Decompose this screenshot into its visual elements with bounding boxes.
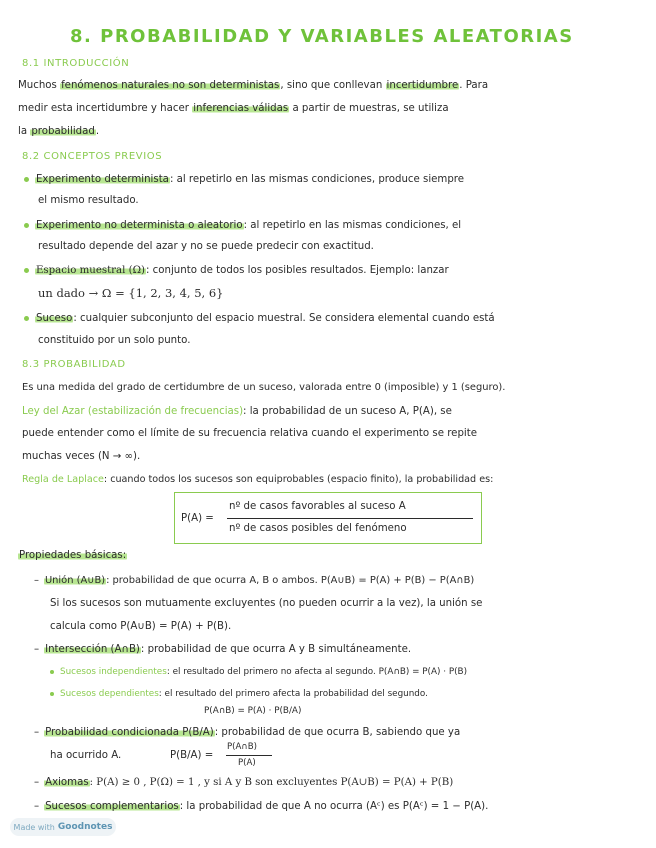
made-with-goodnotes-badge: Made with Goodnotes — [10, 818, 116, 836]
condicionada-fraction-line — [226, 755, 272, 756]
sucesos-dependientes-formula: P(A∩B) = P(A) · P(B/A) — [204, 706, 302, 716]
condicionada-formula-num: P(A∩B) — [227, 742, 257, 752]
regla-de-laplace: Regla de Laplace: cuando todos los sucesos son equiprobables (espacio finito), la probabilidad es: — [22, 474, 494, 485]
section-heading-conceptos: 8.2 CONCEPTOS PREVIOS — [22, 151, 163, 162]
intro-line-1: Muchos fenómenos naturales no son deterministas, sino que conllevan incertidumbre. Para — [18, 80, 489, 91]
bullet-dot-icon — [24, 177, 29, 182]
laplace-formula-box — [174, 492, 482, 544]
bullet-suceso: Suceso: cualquier subconjunto del espacio muestral. Se considera elemental cuando está — [24, 314, 495, 324]
prop-union-line3: calcula como P(A∪B) = P(A) + P(B). — [50, 621, 232, 632]
probabilidad-definicion: Es una medida del grado de certidumbre de un suceso, valorada entre 0 (imposible) y 1 (seguro). — [22, 382, 506, 393]
prop-interseccion: – Intersección (A∩B): probabilidad de que ocurra A y B simultáneamente. — [34, 644, 412, 655]
bullet-determinista: Experimento determinista: al repetirlo en las mismas condiciones, produce siempre — [24, 175, 464, 185]
prop-union: – Unión (A∪B): probabilidad de que ocurra A, B o ambos. P(A∪B) = P(A) + P(B) − P(A∩B) — [34, 575, 475, 586]
prop-condicionada-line2: ha ocurrido A. — [50, 750, 122, 761]
condicionada-formula-den: P(A) — [238, 758, 256, 768]
prop-axiomas: – Axiomas: P(A) ≥ 0 , P(Ω) = 1 , y si A y B son excluyentes P(A∪B) = P(A) + P(B) — [34, 777, 454, 788]
page-title: 8. PROBABILIDAD Y VARIABLES ALEATORIAS — [70, 26, 574, 47]
bullet-espacio-muestral: Espacio muestral (Ω): conjunto de todos los posibles resultados. Ejemplo: lanzar — [24, 266, 449, 276]
bullet-dot-icon — [24, 223, 29, 228]
sucesos-dependientes: Sucesos dependientes: el resultado del primero afecta la probabilidad del segundo. — [50, 690, 428, 699]
ley-del-azar: Ley del Azar (estabilización de frecuencias): la probabilidad de un suceso A, P(A), se — [22, 406, 452, 417]
bullet-determinista-line2: el mismo resultado. — [38, 195, 139, 206]
bullet-dot-icon — [24, 268, 29, 273]
condicionada-formula-lhs: P(B/A) = — [170, 750, 214, 761]
ley-del-azar-line2: puede entender como el límite de su frecuencia relativa cuando el experimento se repite — [22, 428, 477, 439]
ley-del-azar-line3: muchas veces (N → ∞). — [22, 451, 141, 462]
bullet-espacio-muestral-example: un dado → Ω = {1, 2, 3, 4, 5, 6} — [38, 286, 224, 300]
bullet-aleatorio-line2: resultado depende del azar y no se puede predecir con exactitud. — [38, 241, 374, 252]
bullet-dot-icon — [50, 692, 54, 696]
prop-condicionada: – Probabilidad condicionada P(B/A): probabilidad de que ocurra B, sabiendo que ya — [34, 727, 461, 738]
bullet-dot-icon — [50, 670, 54, 674]
intro-line-2: medir esta incertidumbre y hacer inferencias válidas a partir de muestras, se utiliza — [18, 103, 449, 114]
section-heading-probabilidad: 8.3 PROBABILIDAD — [22, 359, 126, 370]
sucesos-independientes: Sucesos independientes: el resultado del primero no afecta al segundo. P(A∩B) = P(A) · P(B) — [50, 668, 467, 677]
intro-line-3: la probabilidad. — [18, 126, 100, 137]
propiedades-heading: Propiedades básicas: — [19, 550, 127, 561]
prop-complementarios: – Sucesos complementarios: la probabilidad de que A no ocurra (Aᶜ) es P(Aᶜ) = 1 − P(A). — [34, 801, 489, 812]
formula-denominator: nº de casos posibles del fenómeno — [229, 523, 407, 534]
formula-fraction-line — [227, 518, 473, 519]
prop-union-line2: Si los sucesos son mutuamente excluyentes (no pueden ocurrir a la vez), la unión se — [50, 598, 483, 609]
formula-numerator: nº de casos favorables al suceso A — [229, 501, 406, 512]
bullet-dot-icon — [24, 316, 29, 321]
bullet-suceso-line2: constituido por un solo punto. — [38, 335, 191, 346]
section-heading-introduccion: 8.1 INTRODUCCIÓN — [22, 58, 130, 69]
formula-lhs: P(A) = — [181, 513, 214, 524]
bullet-aleatorio: Experimento no determinista o aleatorio: al repetirlo en las mismas condiciones, el — [24, 221, 461, 231]
